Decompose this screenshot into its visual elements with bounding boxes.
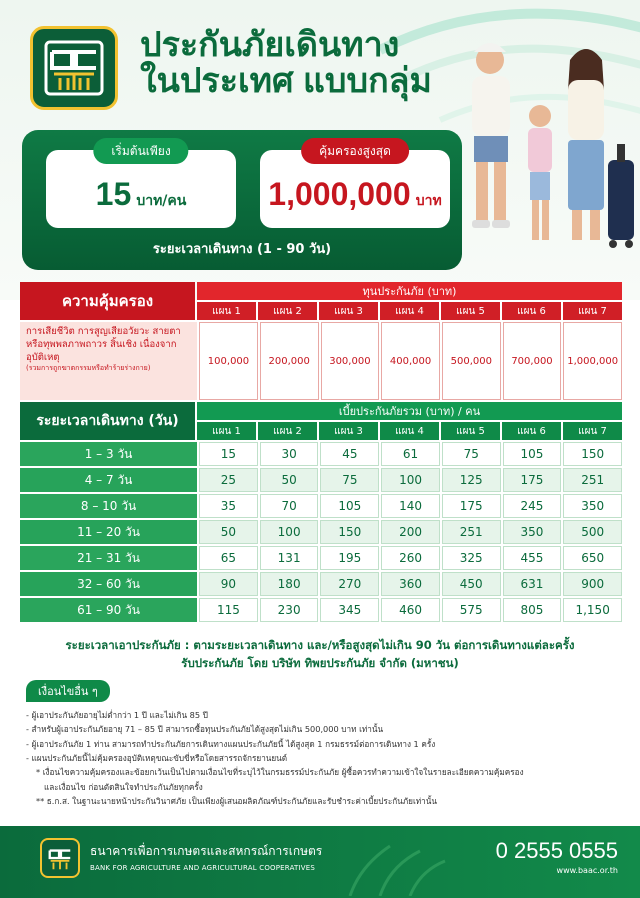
duration-label: 21 – 31 วัน — [20, 546, 197, 570]
premium-cell-plan-3: 45 — [320, 442, 379, 466]
hero-banner — [0, 0, 640, 300]
premium-cell-plan-5: 75 — [442, 442, 501, 466]
max-coverage-label: คุ้มครองสูงสุด — [301, 138, 409, 164]
bank-name-th: ธนาคารเพื่อการเกษตรและสหกรณ์การเกษตร — [90, 844, 323, 858]
premium-cell-plan-2: 180 — [260, 572, 319, 596]
baac-emblem-icon — [45, 844, 75, 872]
premium-cell-plan-6: 175 — [503, 468, 562, 492]
title-line-1: ประกันภัยเดินทาง — [140, 26, 400, 64]
premium-header: เบี้ยประกันภัยรวม (บาท) / คน — [197, 402, 622, 420]
table-row — [20, 546, 622, 570]
premium-cell-plan-6: 350 — [503, 520, 562, 544]
premium-cell-plan-1: 50 — [199, 520, 258, 544]
max-coverage-unit: บาท — [415, 193, 442, 209]
table-row — [20, 572, 622, 596]
premium-cell-plan-2: 50 — [260, 468, 319, 492]
coverage-value-plan-3: 300,000 — [321, 322, 380, 400]
coverage-header: ความคุ้มครอง — [20, 282, 195, 320]
footer-logo — [40, 838, 80, 878]
plan-header-3: แผน 3 — [319, 422, 378, 440]
duration-label: 4 – 7 วัน — [20, 468, 197, 492]
premium-cell-plan-6: 805 — [503, 598, 562, 622]
duration-label: 1 – 3 วัน — [20, 442, 197, 466]
coverage-value-plan-5: 500,000 — [442, 322, 501, 400]
rice-plant-icon — [330, 836, 450, 896]
travel-period-text: ระยะเวลาเดินทาง (1 - 90 วัน) — [152, 242, 332, 257]
insurance-period-block — [0, 637, 640, 673]
premium-cell-plan-7: 900 — [563, 572, 622, 596]
coverage-description — [20, 322, 197, 400]
premium-cell-plan-4: 200 — [381, 520, 440, 544]
premium-cell-plan-1: 35 — [199, 494, 258, 518]
premium-cell-plan-7: 650 — [563, 546, 622, 570]
premium-cell-plan-5: 175 — [442, 494, 501, 518]
premium-cell-plan-2: 230 — [260, 598, 319, 622]
premium-cell-plan-6: 631 — [503, 572, 562, 596]
premium-cell-plan-4: 360 — [381, 572, 440, 596]
plan-header-1: แผน 1 — [197, 422, 256, 440]
plan-header-5: แผน 5 — [441, 422, 500, 440]
premium-cell-plan-2: 70 — [260, 494, 319, 518]
baac-emblem-icon — [42, 38, 106, 98]
coverage-table — [20, 282, 622, 624]
condition-item: - สำหรับผู้เอาประกันภัยอายุ 71 – 85 ปี สามารถซื้อทุนประกันภัยได้สูงสุดไม่เกิน 500,000 บาท เท่านั้น — [26, 724, 384, 735]
plan-header-2: แผน 2 — [258, 302, 317, 320]
premium-cell-plan-3: 345 — [320, 598, 379, 622]
premium-cell-plan-3: 150 — [320, 520, 379, 544]
starting-price-amount: 15 — [95, 176, 132, 212]
premium-cell-plan-3: 195 — [320, 546, 379, 570]
duration-label: 32 – 60 วัน — [20, 572, 197, 596]
coverage-value-plan-4: 400,000 — [381, 322, 440, 400]
premium-cell-plan-5: 575 — [442, 598, 501, 622]
sum-insured-header: ทุนประกันภัย (บาท) — [197, 282, 622, 300]
plan-header-4: แผน 4 — [380, 422, 439, 440]
starting-price-unit: บาท/คน — [136, 193, 187, 209]
bank-name-en: BANK FOR AGRICULTURE AND AGRICULTURAL COOPERATIVES — [90, 864, 316, 872]
coverage-text: การเสียชีวิต การสูญเสียอวัยวะ สายตาหรือทุพพลภาพถาวร สิ้นเชิง เนื่องจากอุบัติเหตุ — [26, 326, 181, 363]
premium-cell-plan-1: 25 — [199, 468, 258, 492]
condition-item: - แผนประกันภัยนี้ไม่คุ้มครองอุบัติเหตุขณะขับขี่หรือโดยสารรถจักรยานยนต์ — [26, 753, 288, 764]
premium-cell-plan-7: 500 — [563, 520, 622, 544]
duration-label: 11 – 20 วัน — [20, 520, 197, 544]
condition-item: - ผู้เอาประกันภัยอายุไม่ต่ำกว่า 1 ปี และไม่เกิน 85 ปี — [26, 710, 208, 720]
premium-cell-plan-6: 245 — [503, 494, 562, 518]
premium-cell-plan-2: 100 — [260, 520, 319, 544]
premium-cell-plan-3: 105 — [320, 494, 379, 518]
plan-header-4: แผน 4 — [380, 302, 439, 320]
coverage-note: (รวมการถูกฆาตกรรมหรือทำร้ายร่างกาย) — [26, 364, 151, 373]
table-row — [20, 598, 622, 622]
footnote-1: * เงื่อนไขความคุ้มครองและข้อยกเว้นเป็นไปตามเงื่อนไขที่ระบุไว้ในกรมธรรม์ประกันภัย ผู้ซื้อควรทำความเข้าใจในรายละเอียดความคุ้มครอง — [36, 767, 524, 778]
coverage-value-plan-2: 200,000 — [260, 322, 319, 400]
plan-header-6: แผน 6 — [502, 302, 561, 320]
coverage-value-plan-7: 1,000,000 — [563, 322, 622, 400]
premium-cell-plan-5: 325 — [442, 546, 501, 570]
duration-label: 8 – 10 วัน — [20, 494, 197, 518]
premium-cell-plan-3: 75 — [320, 468, 379, 492]
price-panel — [22, 130, 462, 270]
plan-header-1: แผน 1 — [197, 302, 256, 320]
table-row — [20, 468, 622, 492]
premium-cell-plan-1: 115 — [199, 598, 258, 622]
conditions-list — [26, 708, 626, 808]
plan-header-7: แผน 7 — [563, 302, 622, 320]
plan-header-5: แผน 5 — [441, 302, 500, 320]
title-line-2: ในประเทศ แบบกลุ่ม — [140, 61, 432, 100]
premium-cell-plan-1: 15 — [199, 442, 258, 466]
premium-cell-plan-5: 450 — [442, 572, 501, 596]
premium-cell-plan-6: 105 — [503, 442, 562, 466]
footer — [0, 826, 640, 898]
plan-header-6: แผน 6 — [502, 422, 561, 440]
starting-price-label: เริ่มต้นเพียง — [93, 138, 188, 164]
premium-cell-plan-2: 30 — [260, 442, 319, 466]
table-row — [20, 494, 622, 518]
plan-header-3: แผน 3 — [319, 302, 378, 320]
premium-cell-plan-4: 460 — [381, 598, 440, 622]
premium-cell-plan-5: 125 — [442, 468, 501, 492]
coverage-value-plan-6: 700,000 — [503, 322, 562, 400]
plan-header-2: แผน 2 — [258, 422, 317, 440]
premium-cell-plan-4: 140 — [381, 494, 440, 518]
baac-logo — [30, 26, 118, 110]
duration-header: ระยะเวลาเดินทาง (วัน) — [20, 402, 195, 440]
bank-name — [90, 842, 322, 872]
premium-cell-plan-4: 100 — [381, 468, 440, 492]
coverage-value-plan-1: 100,000 — [199, 322, 258, 400]
premium-cell-plan-7: 150 — [563, 442, 622, 466]
max-coverage-amount: 1,000,000 — [268, 176, 411, 212]
plan-header-7: แผน 7 — [563, 422, 622, 440]
condition-item: - ผู้เอาประกันภัย 1 ท่าน สามารถทำประกันภัยการเดินทางแผนประกันภัยนี้ ได้สูงสุด 1 กรมธรรม์ต่อการเดินทาง 1 ครั้ง — [26, 738, 436, 749]
premium-cell-plan-6: 455 — [503, 546, 562, 570]
premium-cell-plan-4: 61 — [381, 442, 440, 466]
premium-cell-plan-5: 251 — [442, 520, 501, 544]
footnote-1-continued: และเงื่อนไข ก่อนตัดสินใจทำประกันภัยทุกครั้ง — [44, 781, 203, 792]
insurance-period-text: ระยะเวลาเอาประกันภัย : ตามระยะเวลาเดินทาง และ/หรือสูงสุดไม่เกิน 90 วัน ต่อการเดินทางแต่ละครั้ง — [65, 638, 575, 652]
conditions-title: เงื่อนไขอื่น ๆ — [26, 680, 110, 702]
premium-cell-plan-2: 131 — [260, 546, 319, 570]
travelers-illustration — [448, 20, 638, 260]
table-row — [20, 520, 622, 544]
premium-cell-plan-7: 350 — [563, 494, 622, 518]
table-row — [20, 442, 622, 466]
duration-label: 61 – 90 วัน — [20, 598, 197, 622]
premium-cell-plan-4: 260 — [381, 546, 440, 570]
max-coverage-card — [260, 143, 450, 228]
premium-cell-plan-7: 251 — [563, 468, 622, 492]
premium-cell-plan-7: 1,150 — [563, 598, 622, 622]
page-title — [140, 28, 432, 99]
website-link[interactable]: www.baac.or.th — [556, 866, 618, 875]
premium-cell-plan-1: 90 — [199, 572, 258, 596]
premium-cell-plan-3: 270 — [320, 572, 379, 596]
insurer-text: รับประกันภัย โดย บริษัท ทิพยประกันภัย จำกัด (มหาชน) — [181, 655, 459, 670]
footnote-2: ** ธ.ก.ส. ในฐานะนายหน้าประกันวินาศภัย เป็นเพียงผู้เสนอผลิตภัณฑ์ประกันภัยและรับชำระค่าเบี้ยประกันภัยเท่านั้น — [36, 796, 437, 807]
premium-cell-plan-1: 65 — [199, 546, 258, 570]
starting-price-card — [46, 143, 236, 228]
contact-phone[interactable]: 0 2555 0555 — [495, 838, 618, 863]
